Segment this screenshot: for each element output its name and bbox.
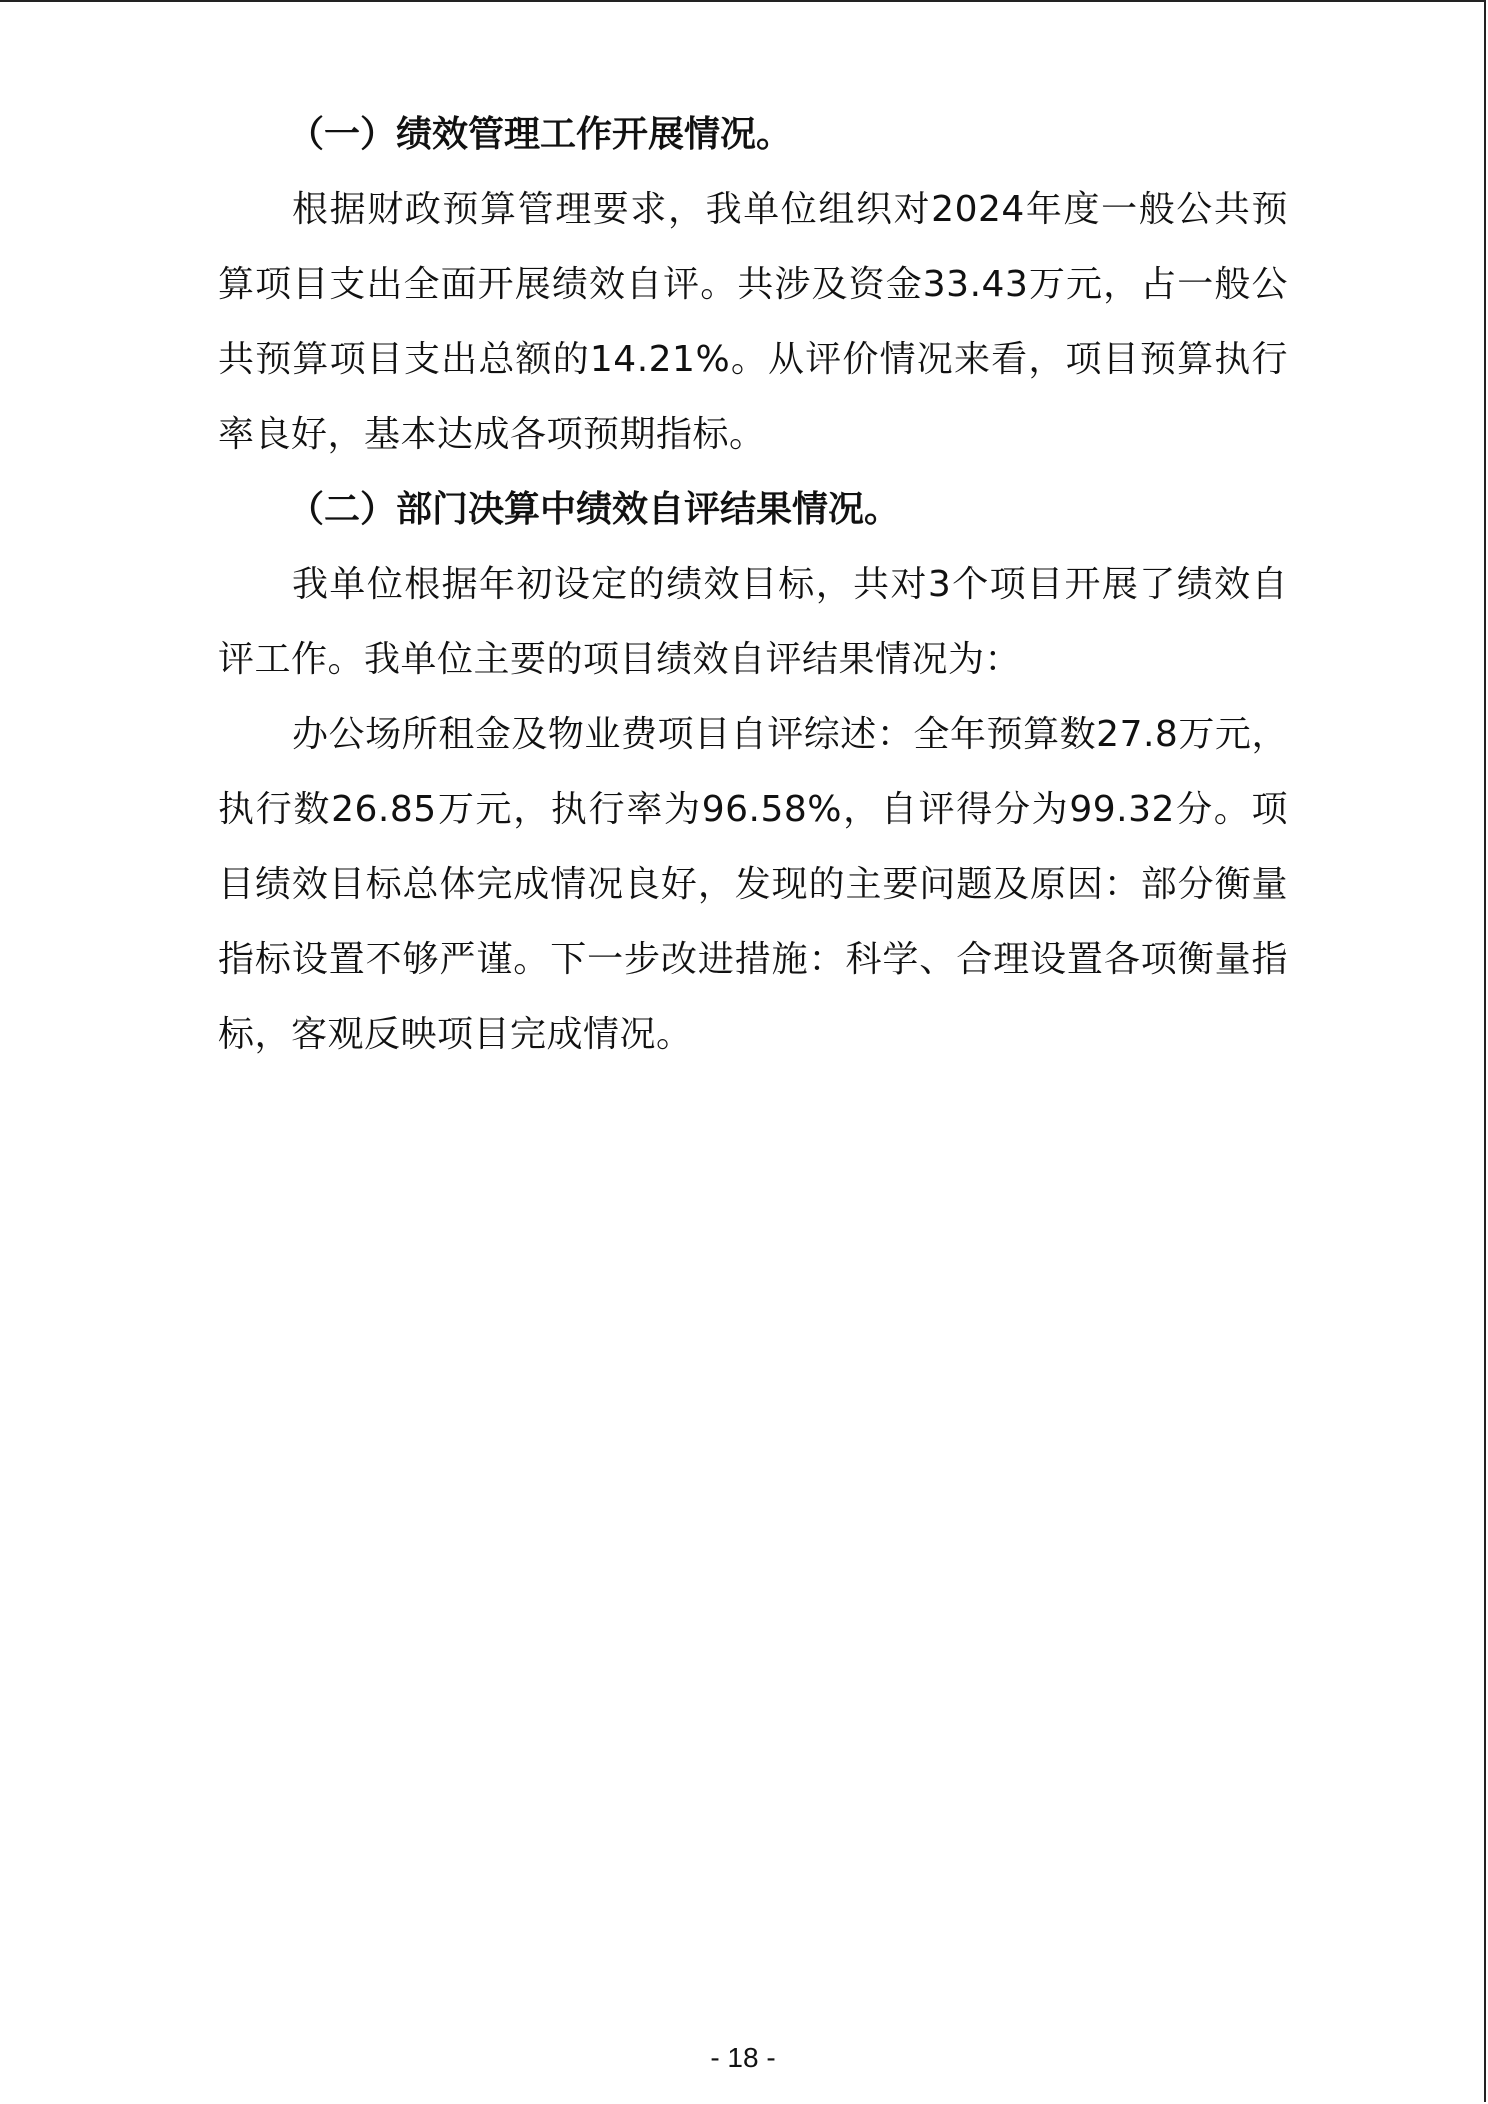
page-number: - 18 -	[710, 2042, 776, 2073]
section-paragraph-2: 我单位根据年初设定的绩效目标，共对3个项目开展了绩效自评工作。我单位主要的项目绩效自评结果情况为：	[218, 564, 1288, 680]
section-paragraph-3: 办公场所租金及物业费项目自评综述：全年预算数27.8万元，执行数26.85万元，执行率为96.58%，自评得分为99.32分。项目绩效目标总体完成情况良好，发现的主要问题及原因：部分衡量指标设置不够严谨。下一步改进措施：科学、合理设置各项衡量指标，客观反映项目完成情况。	[218, 714, 1288, 1055]
section-paragraph-1: 根据财政预算管理要求，我单位组织对2024年度一般公共预算项目支出全面开展绩效自评。共涉及资金33.43万元，占一般公共预算项目支出总额的14.21%。从评价情况来看，项目预算执行率良好，基本达成各项预期指标。	[218, 189, 1288, 455]
section-heading-2: （二）部门决算中绩效自评结果情况。	[288, 489, 901, 530]
section-heading-1: （一）绩效管理工作开展情况。	[288, 114, 793, 155]
document-body	[218, 97, 1288, 1072]
